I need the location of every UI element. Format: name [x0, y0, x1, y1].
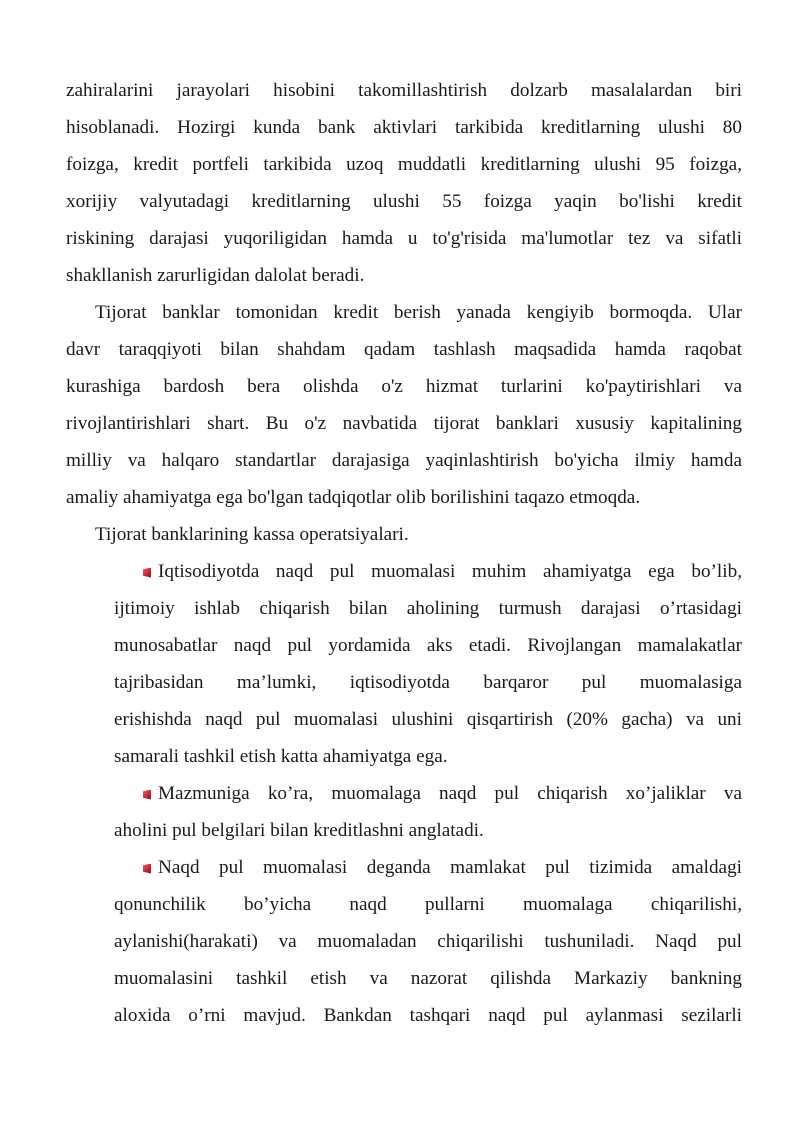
- text-line: foizga, kredit portfeli tarkibida uzoq muddatli kreditlarning ulushi 95 foizga,: [66, 154, 742, 175]
- document-page: [66, 72, 742, 1034]
- text-line: Naqd pul muomalasi deganda mamlakat pul tizimida amaldagi: [158, 857, 742, 878]
- text-line: xorijiy valyutadagi kreditlarning ulushi 55 foizga yaqin bo'lishi kredit: [66, 191, 742, 212]
- paragraph-2: [66, 294, 742, 516]
- text-line: hisoblanadi. Hozirgi kunda bank aktivlari tarkibida kreditlarning ulushi 80: [66, 117, 742, 138]
- text-line: davr taraqqiyoti bilan shahdam qadam tashlash maqsadida hamda raqobat: [66, 339, 742, 360]
- red-bullet-icon: [143, 864, 151, 874]
- text-line: Tijorat banklar tomonidan kredit berish yanada kengiyib bormoqda. Ular: [95, 302, 742, 323]
- text-line: Mazmuniga ko’ra, muomalaga naqd pul chiqarish xo’jaliklar va: [158, 783, 742, 804]
- text-line: samarali tashkil etish katta ahamiyatga ega.: [114, 746, 448, 767]
- text-line: erishishda naqd pul muomalasi ulushini qisqartirish (20% gacha) va uni: [114, 709, 742, 730]
- text-line: ijtimoiy ishlab chiqarish bilan aholining turmush darajasi o’rtasidagi: [114, 598, 742, 619]
- text-line: aylanishi(harakati) va muomaladan chiqarilishi tushuniladi. Naqd pul: [114, 931, 742, 952]
- bullet-item-3: [66, 849, 742, 1034]
- text-line: muomalasini tashkil etish va nazorat qilishda Markaziy bankning: [114, 968, 742, 989]
- text-line: Iqtisodiyotda naqd pul muomalasi muhim ahamiyatga ega bo’lib,: [158, 561, 742, 582]
- paragraph-1: [66, 72, 742, 294]
- red-bullet-icon: [143, 568, 151, 578]
- bullet-list: [66, 553, 742, 1034]
- text-line: milliy va halqaro standartlar darajasiga yaqinlashtirish bo'yicha ilmiy hamda: [66, 450, 742, 471]
- text-line: riskining darajasi yuqoriligidan hamda u to'g'risida ma'lumotlar tez va sifatli: [66, 228, 742, 249]
- text-line: shakllanish zarurligidan dalolat beradi.: [66, 265, 365, 286]
- text-line: tajribasidan ma’lumki, iqtisodiyotda barqaror pul muomalasiga: [114, 672, 742, 693]
- text-line: munosabatlar naqd pul yordamida aks etadi. Rivojlangan mamalakatlar: [114, 635, 742, 656]
- text-line: rivojlantirishlari shart. Bu o'z navbatida tijorat banklari xususiy kapitalining: [66, 413, 742, 434]
- text-line: aholini pul belgilari bilan kreditlashni anglatadi.: [114, 820, 484, 841]
- text-line: qonunchilik bo’yicha naqd pullarni muomalaga chiqarilishi,: [114, 894, 742, 915]
- bullet-item-2: [66, 775, 742, 849]
- red-bullet-icon: [143, 790, 151, 800]
- text-line: zahiralarini jarayolari hisobini takomillashtirish dolzarb masalalardan biri: [66, 80, 742, 101]
- section-heading: Tijorat banklarining kassa operatsiyalari.: [95, 524, 409, 545]
- text-line: aloxida o’rni mavjud. Bankdan tashqari naqd pul aylanmasi sezilarli: [114, 1005, 742, 1026]
- text-line: amaliy ahamiyatga ega bo'lgan tadqiqotlar olib borilishini taqazo etmoqda.: [66, 487, 641, 508]
- bullet-item-1: [66, 553, 742, 775]
- text-line: kurashiga bardosh bera olishda o'z hizmat turlarini ko'paytirishlari va: [66, 376, 742, 397]
